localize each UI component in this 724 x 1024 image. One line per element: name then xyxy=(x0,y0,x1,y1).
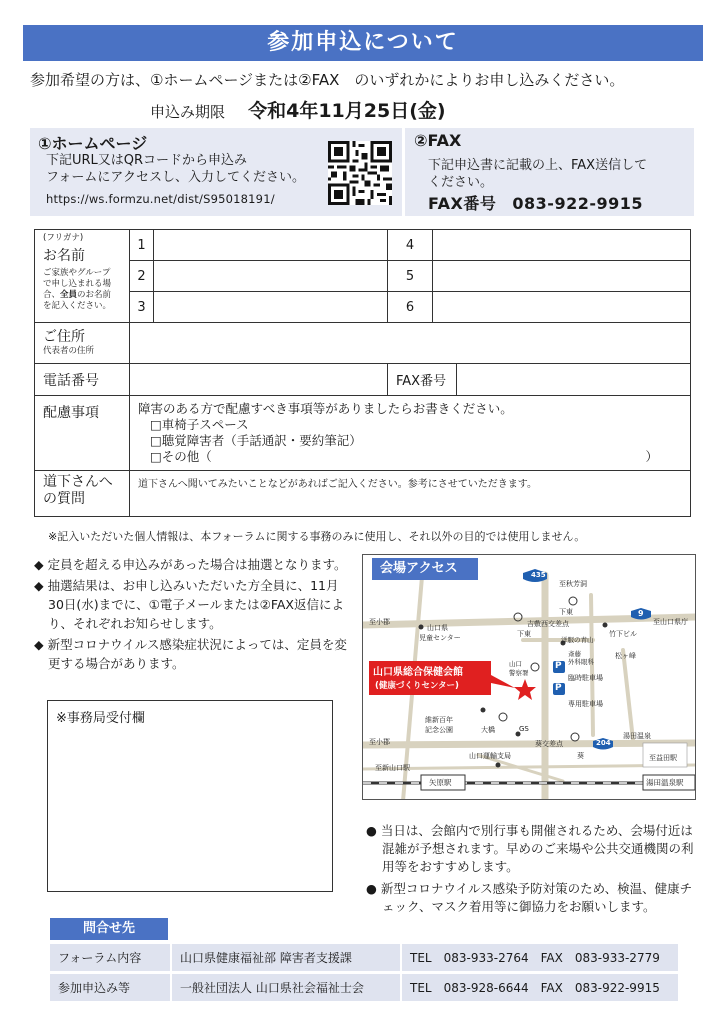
map-label: 湯田温泉 xyxy=(623,732,651,740)
map-label: 松ヶ峰 xyxy=(615,652,636,660)
venue-subname: (健康づくりセンター) xyxy=(375,681,459,691)
name-label: お名前 xyxy=(43,248,85,264)
homepage-line2: フォームにアクセスし、入力してください。 xyxy=(46,170,305,185)
name-field-1[interactable] xyxy=(154,230,388,261)
map-title: 会場アクセス xyxy=(372,558,478,580)
question-label-cell xyxy=(35,471,130,517)
name-number: 3 xyxy=(130,292,154,323)
fax-method-title: ②FAX xyxy=(414,131,462,150)
group-note-line3: 合、全員のお名前 xyxy=(43,290,112,300)
venue-name: 山口県総合保健会館 xyxy=(373,667,463,678)
contact-org: 一般社団法人 山口県社会福祉士会 xyxy=(172,974,402,1001)
map-label: 児童センター xyxy=(419,634,461,642)
fax-method-number xyxy=(428,191,643,214)
access-map[interactable] xyxy=(362,554,696,800)
consider-instruction: 障害のある方で配慮すべき事項等がありましたらお書きください。 xyxy=(138,401,513,416)
map-label: 竹下ビル xyxy=(609,630,637,638)
application-form xyxy=(34,229,691,517)
map-label: 至新山口駅 xyxy=(375,764,410,772)
group-note-emphasis: 全員 xyxy=(60,290,78,300)
name-number: 1 xyxy=(130,230,154,261)
question-label-line1: 道下さんへ xyxy=(43,474,113,490)
notice-list xyxy=(34,555,354,675)
homepage-title: ①ホームページ xyxy=(38,134,148,153)
name-field-2[interactable] xyxy=(154,261,388,292)
phone-field[interactable] xyxy=(130,364,388,396)
question-label-line2: の質問 xyxy=(43,491,85,507)
map-label: 下東 xyxy=(559,608,573,616)
contact-org: 山口県健康福祉部 障害者支援課 xyxy=(172,944,402,971)
map-label: 至山口県庁 xyxy=(653,618,688,626)
name-number: 6 xyxy=(388,292,433,323)
map-label: 至小郡 xyxy=(369,618,390,626)
name-field-5[interactable] xyxy=(433,261,691,292)
phone-label: 電話番号 xyxy=(43,372,99,389)
phone-label-cell xyxy=(35,364,130,396)
contact-topic: フォーラム内容 xyxy=(50,944,172,971)
homepage-line1: 下記URL又はQRコードから申込み xyxy=(46,153,248,168)
address-note: 代表者の住所 xyxy=(43,346,95,356)
fax-field[interactable] xyxy=(457,364,691,396)
contact-topic: 参加申込み等 xyxy=(50,974,172,1001)
name-number: 2 xyxy=(130,261,154,292)
page-banner: 参加申込について xyxy=(23,25,703,61)
name-field-3[interactable] xyxy=(154,292,388,323)
homepage-url[interactable]: https://ws.formzu.net/dist/S95018191/ xyxy=(46,192,275,206)
consider-field[interactable] xyxy=(130,396,691,471)
option-other-close: ） xyxy=(645,449,658,464)
name-field-6[interactable] xyxy=(433,292,691,323)
group-note-line4: を記入ください。 xyxy=(43,301,112,311)
notice-item: ◆ 新型コロナウイルス感染症状況によっては、定員を変更する場合があります。 xyxy=(34,637,347,671)
parking-icon: P xyxy=(555,683,562,693)
question-instruction: 道下さんへ聞いてみたいことなどがあればご記入ください。参考にさせていただきます。 xyxy=(138,479,537,490)
fax-number-value: 083-922-9915 xyxy=(512,194,644,213)
map-label: 至小郡 xyxy=(369,738,390,746)
map-label: 専用駐車場 xyxy=(568,700,603,708)
consider-label-cell xyxy=(35,396,130,471)
map-label: 山口 xyxy=(509,660,522,668)
route-435-badge: 435 xyxy=(531,571,546,579)
map-label: 至益田駅 xyxy=(649,754,677,762)
contact-tel-fax: TEL 083-928-6644 FAX 083-922-9915 xyxy=(402,974,680,1001)
parking-icon: P xyxy=(555,661,562,671)
option-other-label: □その他（ xyxy=(150,449,212,464)
intro-text: 参加希望の方は、①ホームページまたは②FAX のいずれかによりお申し込みください。 xyxy=(30,71,625,89)
map-label: 警察署 xyxy=(509,669,529,677)
map-label: 臨時駐車場 xyxy=(568,674,603,682)
address-label: ご住所 xyxy=(43,329,85,345)
map-label: 葵 xyxy=(577,752,584,760)
map-label: 葵交差点 xyxy=(535,740,563,748)
deadline-label: 申込み期限 xyxy=(150,103,226,121)
map-label: 外科眼科 xyxy=(568,658,594,666)
contact-row xyxy=(50,944,680,971)
office-use-label: ※事務局受付欄 xyxy=(56,711,145,726)
qr-code-icon[interactable] xyxy=(328,141,392,205)
contact-row xyxy=(50,974,680,1001)
map-label: 山口県 xyxy=(427,624,448,632)
office-use-box xyxy=(47,700,333,892)
map-label: 洋服の青山 xyxy=(561,636,594,644)
map-label: 記念公園 xyxy=(425,726,453,734)
furigana-label: (フリガナ) xyxy=(43,233,84,243)
question-field[interactable] xyxy=(130,471,691,517)
name-number: 5 xyxy=(388,261,433,292)
fax-number-label: FAX番号 xyxy=(428,194,497,213)
map-label: 矢原駅 xyxy=(429,778,452,787)
name-number: 4 xyxy=(388,230,433,261)
consider-label: 配慮事項 xyxy=(43,405,99,421)
notice-item: ◆ 定員を超える申込みがあった場合は抽選となります。 xyxy=(34,557,347,572)
contact-title: 問合せ先 xyxy=(50,918,168,940)
map-label: GS xyxy=(519,725,529,733)
group-note-line2: で申し込まれる場 xyxy=(43,279,112,289)
deadline-date: 令和4年11月25日(金) xyxy=(248,100,446,122)
map-label: 吉敷西交差点 xyxy=(527,620,569,628)
map-label: 維新百年 xyxy=(425,716,453,724)
map-label: 湯田温泉駅 xyxy=(646,778,684,787)
group-note-line1: ご家族やグループ xyxy=(43,268,111,278)
address-label-cell xyxy=(35,323,130,364)
fax-method-line1: 下記申込書に記載の上、FAX送信して xyxy=(428,158,648,173)
methods-divider xyxy=(402,128,405,216)
fax-label: FAX番号 xyxy=(388,364,457,396)
name-label-cell xyxy=(35,230,130,323)
privacy-note: ※記入いただいた個人情報は、本フォーラムに関する事務のみに使用し、それ以外の目的では使用しません。 xyxy=(48,530,586,543)
deadline xyxy=(150,96,446,123)
map-label: 大橋 xyxy=(481,726,495,734)
route-204-badge: 204 xyxy=(596,739,611,747)
name-field-4[interactable] xyxy=(433,230,691,261)
option-hearing[interactable]: □聴覚障害者（手話通訳・要約筆記） xyxy=(150,433,362,448)
route-9-badge: 9 xyxy=(638,609,644,618)
fax-method-line2: ください。 xyxy=(428,175,494,190)
map-label: 下東 xyxy=(517,630,531,638)
option-wheelchair[interactable]: □車椅子スペース xyxy=(150,417,249,432)
notice-item: ◆ 抽選結果は、お申し込みいただいた方全員に、11月30日(水)までに、①電子メールまたは②FAX返信により、それぞれお知らせします。 xyxy=(34,578,344,631)
note-item: ● 当日は、会館内で別行事も開催されるため、会場付近は混雑が予想されます。早めのご来場や公共交通機関の利用等をおすすめします。 xyxy=(366,823,694,874)
contact-table xyxy=(50,941,680,1004)
option-other[interactable] xyxy=(138,449,682,465)
address-field[interactable] xyxy=(130,323,691,364)
map-label: 斎藤 xyxy=(568,650,581,658)
note-item: ● 新型コロナウイルス感染予防対策のため、検温、健康チェック、マスク着用等に御協力をお願いします。 xyxy=(366,881,693,914)
event-notes xyxy=(366,822,696,920)
map-label: 山口運輸支局 xyxy=(469,752,511,760)
map-label: 至秋芳洞 xyxy=(559,580,587,588)
contact-tel-fax: TEL 083-933-2764 FAX 083-933-2779 xyxy=(402,944,680,971)
